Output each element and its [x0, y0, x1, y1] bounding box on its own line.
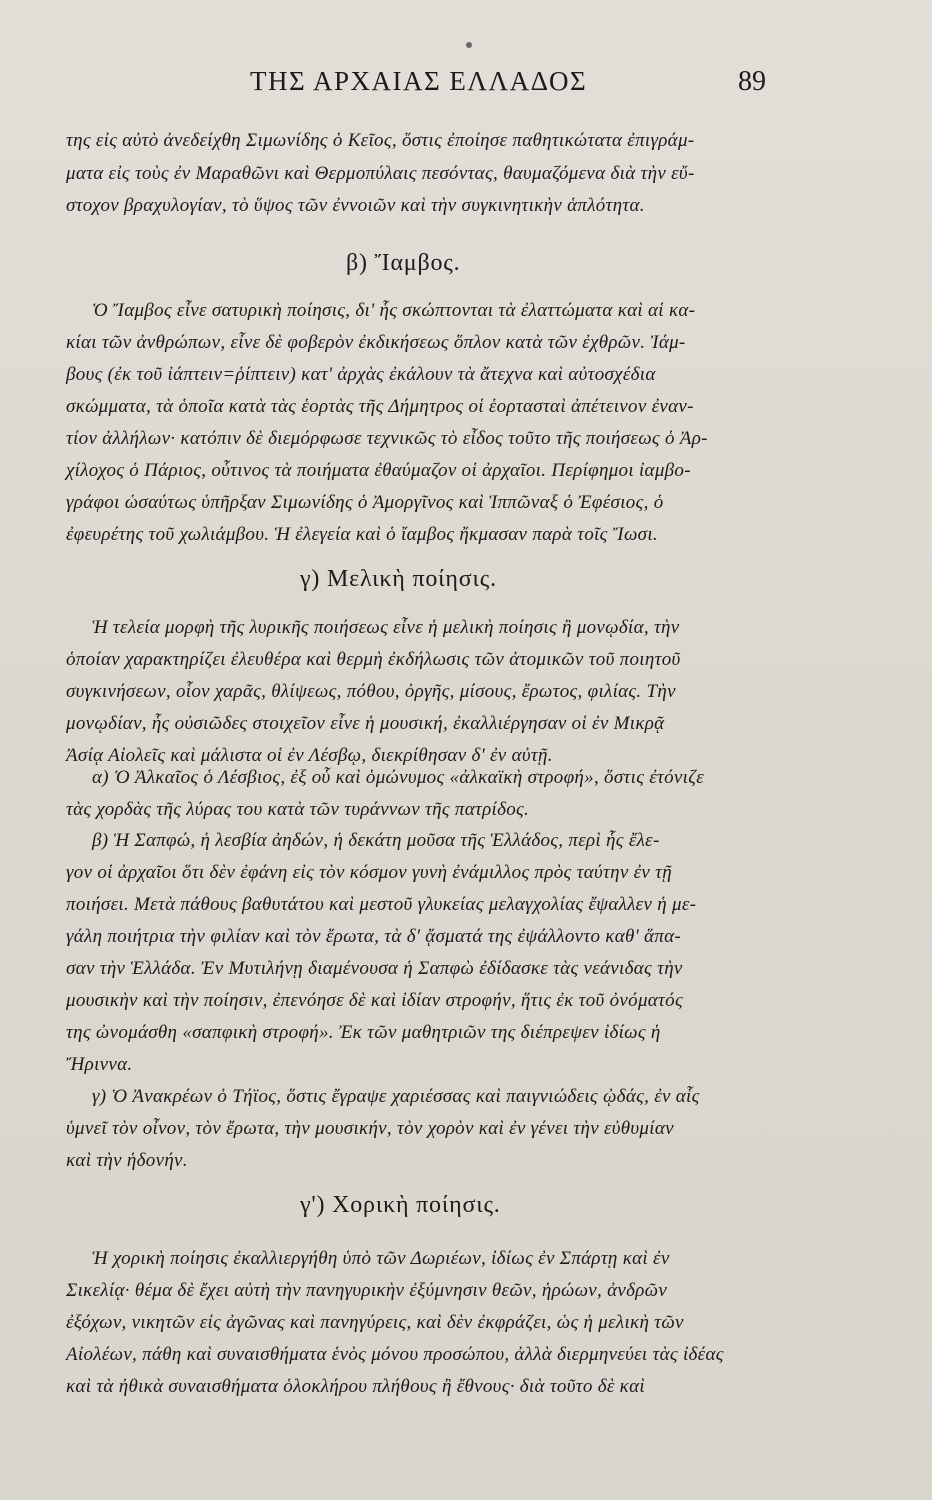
text-line: συγκινήσεων, οἷον χαρᾶς, θλίψεως, πόθου, ὀργῆς, μίσους, ἔρωτος, φιλίας. Τὴν — [66, 681, 676, 702]
text-line: στοχον βραχυλογίαν, τὸ ὕψος τῶν ἐννοιῶν καὶ τὴν συγκινητικὴν ἁπλότητα. — [66, 195, 645, 216]
text-line: βους (ἐκ τοῦ ἰάπτειν=ῥίπτειν) κατ' ἀρχὰς ἐκάλουν τὰ ἄτεχνα καὶ αὐτοσχέδια — [66, 364, 656, 385]
text-line: χίλοχος ὁ Πάριος, οὗτινος τὰ ποιήματα ἐθαύμαζον οἱ ἀρχαῖοι. Περίφημοι ἰαμβο- — [66, 460, 691, 481]
text-line: Ἡ τελεία μορφὴ τῆς λυρικῆς ποιήσεως εἶνε ἡ μελικὴ ποίησις ἢ μονῳδία, τὴν — [92, 617, 680, 638]
text-line: ἐφευρέτης τοῦ χωλιάμβου. Ἡ ἐλεγεία καὶ ὁ ἴαμβος ἤκμασαν παρὰ τοῖς Ἴωσι. — [66, 524, 658, 545]
text-line: γάλη ποιήτρια τὴν φιλίαν καὶ τὸν ἔρωτα, τὰ δ' ᾄσματά της ἐψάλλοντο καθ' ἅπα- — [66, 926, 682, 947]
text-line: μονῳδίαν, ἧς οὐσιῶδες στοιχεῖον εἶνε ἡ μουσική, ἐκαλλιέργησαν οἱ ἐν Μικρᾷ — [66, 713, 665, 734]
text-line: Αἰολέων, πάθη καὶ συναισθήματα ἑνὸς μόνου προσώπου, ἀλλὰ διερμηνεύει τὰς ἰδέας — [66, 1344, 724, 1365]
paper-speck — [466, 42, 472, 48]
text-line: ματα εἰς τοὺς ἐν Μαραθῶνι καὶ Θερμοπύλαις πεσόντας, θαυμαζόμενα διὰ τὴν εὔ- — [66, 163, 695, 184]
text-line: γον οἱ ἀρχαῖοι ὅτι δὲν ἐφάνη εἰς τὸν κόσμον γυνὴ ἐνάμιλλος πρὸς ταύτην ἐν τῇ — [66, 862, 673, 883]
section-heading-iambos: β) Ἴαμβος. — [346, 250, 461, 276]
text-line: ὑμνεῖ τὸν οἶνον, τὸν ἔρωτα, τὴν μουσικήν, τὸν χορὸν καὶ ἐν γένει τὴν εὐθυμίαν — [66, 1118, 674, 1139]
running-title: ΤΗΣ ΑΡΧΑΙΑΣ ΕΛΛΑΔΟΣ — [250, 66, 588, 96]
text-line: γράφοι ὡσαύτως ὑπῆρξαν Σιμωνίδης ὁ Ἀμοργῖνος καὶ Ἱππῶναξ ὁ Ἐφέσιος, ὁ — [66, 492, 664, 513]
text-line: της ὠνομάσθη «σαπφικὴ στροφή». Ἐκ τῶν μαθητριῶν της διέπρεψεν ἰδίως ἡ — [66, 1022, 661, 1043]
text-line: της εἰς αὐτὸ ἀνεδείχθη Σιμωνίδης ὁ Κεῖος, ὅστις ἐποίησε παθητικώτατα ἐπιγράμ- — [66, 130, 695, 151]
text-line: ποιήσει. Μετὰ πάθους βαθυτάτου καὶ μεστοῦ γλυκείας μελαγχολίας ἔψαλλεν ἡ με- — [66, 894, 697, 915]
text-line: καὶ τὰ ἠθικὰ συναισθήματα ὁλοκλήρου πλήθους ἢ ἔθνους· διὰ τοῦτο δὲ καὶ — [66, 1376, 645, 1397]
page-number: 89 — [738, 66, 766, 97]
section-heading-melic: γ) Μελικὴ ποίησις. — [300, 566, 497, 592]
text-line: σκώμματα, τὰ ὁποῖα κατὰ τὰς ἑορτὰς τῆς Δήμητρος οἱ ἑορτασταὶ ἀπέτεινον ἐναν- — [66, 396, 694, 417]
text-line: α) Ὁ Ἀλκαῖος ὁ Λέσβιος, ἐξ οὗ καὶ ὁμώνυμος «ἀλκαϊκὴ στροφή», ὅστις ἐτόνιζε — [92, 767, 705, 788]
text-line: β) Ἡ Σαπφώ, ἡ λεσβία ἀηδών, ἡ δεκάτη μοῦσα τῆς Ἑλλάδος, περὶ ἧς ἔλε- — [92, 830, 660, 851]
text-line: γ) Ὁ Ἀνακρέων ὁ Τήϊος, ὅστις ἔγραψε χαριέσσας καὶ παιγνιώδεις ᾠδάς, ἐν αἷς — [92, 1086, 700, 1107]
text-line: κίαι τῶν ἀνθρώπων, εἶνε δὲ φοβερὸν ἐκδικήσεως ὅπλον κατὰ τῶν ἐχθρῶν. Ἰάμ- — [66, 332, 686, 353]
text-line: τίον ἀλλήλων· κατόπιν δὲ διεμόρφωσε τεχνικῶς τὸ εἶδος τοῦτο τῆς ποιήσεως ὁ Ἀρ- — [66, 428, 708, 449]
text-line: σαν τὴν Ἑλλάδα. Ἐν Μυτιλήνῃ διαμένουσα ἡ Σαπφὼ ἐδίδασκε τὰς νεάνιδας τὴν — [66, 958, 683, 979]
text-line: ἐξόχων, νικητῶν εἰς ἀγῶνας καὶ πανηγύρεις, καὶ δὲν ἐκφράζει, ὡς ἡ μελικὴ τῶν — [66, 1312, 684, 1333]
text-line: καὶ τὴν ἡδονήν. — [66, 1150, 188, 1171]
text-line: ὁποίαν χαρακτηρίζει ἐλευθέρα καὶ θερμὴ ἐκδήλωσις τῶν ἀτομικῶν τοῦ ποιητοῦ — [66, 649, 681, 670]
section-heading-choral: γ') Χορικὴ ποίησις. — [300, 1192, 501, 1218]
text-line: Ὁ Ἴαμβος εἶνε σατυρικὴ ποίησις, δι' ἧς σκώπτονται τὰ ἐλαττώματα καὶ αἱ κα- — [92, 300, 696, 321]
text-line: τὰς χορδὰς τῆς λύρας του κατὰ τῶν τυράννων τῆς πατρίδος. — [66, 799, 530, 820]
text-line: Ἤριννα. — [66, 1054, 133, 1075]
text-line: Ἡ χορικὴ ποίησις ἐκαλλιεργήθη ὑπὸ τῶν Δωριέων, ἰδίως ἐν Σπάρτῃ καὶ ἐν — [92, 1248, 670, 1269]
text-line: Ἀσίᾳ Αἰολεῖς καὶ μάλιστα οἱ ἐν Λέσβῳ, διεκρίθησαν δ' ἐν αὐτῇ. — [66, 745, 553, 766]
text-line: Σικελίᾳ· θέμα δὲ ἔχει αὐτὴ τὴν πανηγυρικὴν ἐξύμνησιν θεῶν, ἡρώων, ἀνδρῶν — [66, 1280, 668, 1301]
text-line: μουσικὴν καὶ τὴν ποίησιν, ἐπενόησε δὲ καὶ ἰδίαν στροφήν, ἥτις ἐκ τοῦ ὀνόματός — [66, 990, 683, 1011]
page-header — [0, 66, 932, 106]
